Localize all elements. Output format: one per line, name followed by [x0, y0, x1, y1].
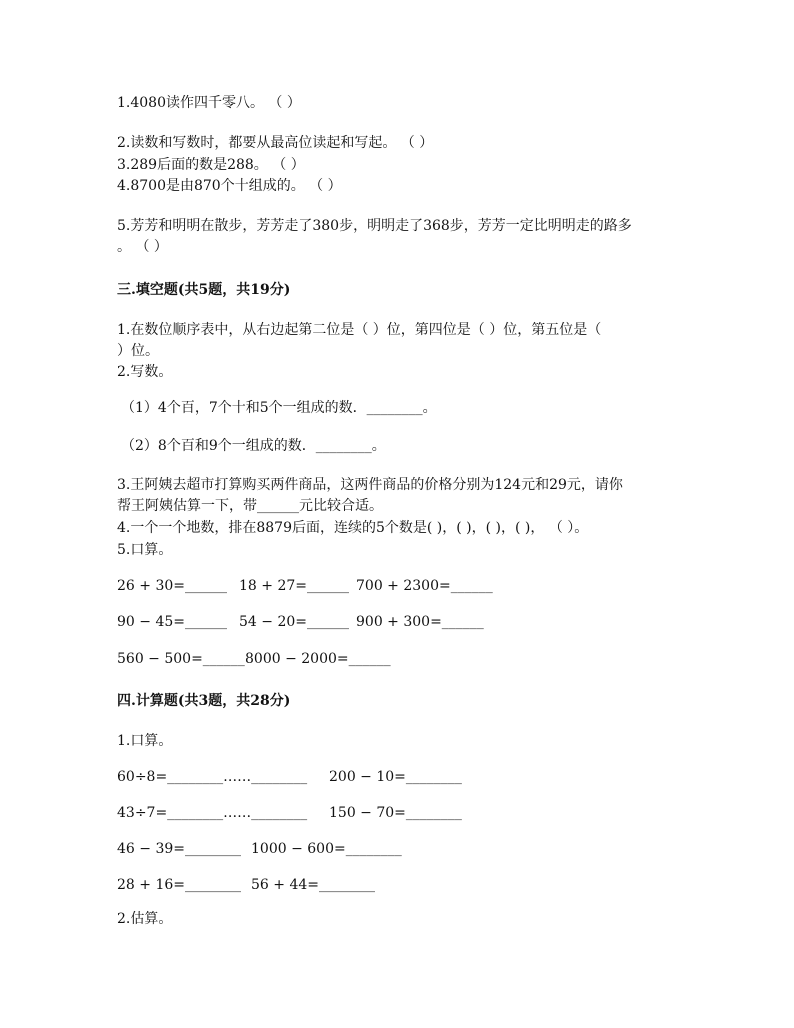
fill-question-5: 5.口算。 [117, 542, 173, 558]
oral-row [117, 613, 484, 631]
oral-item: 18 + 27=______ [239, 578, 349, 594]
calc-row [117, 768, 462, 786]
fill-question-3-line2: 帮王阿姨估算一下，带______元比较合适。 [117, 498, 383, 514]
fill-question-1-line2: ）位。 [117, 343, 159, 359]
oral-item: 900 + 300=______ [356, 614, 484, 630]
fill-question-4: 4.一个一个地数，排在8879后面，连续的5个数是( )，( )，( )，( )， （ ）。 [117, 520, 589, 536]
judge-question-5-line2: 。 （ ） [117, 239, 168, 255]
oral-item: 560 − 500=______ [117, 651, 245, 667]
section-3-title: 三.填空题(共5题，共19分) [117, 282, 291, 298]
calc-item: 150 − 70=________ [329, 805, 462, 821]
fill-question-2-part-1: （1）4个百，7个十和5个一组成的数．________。 [121, 400, 437, 416]
judge-question-5-line1: 5.芳芳和明明在散步，芳芳走了380步，明明走了368步，芳芳一定比明明走的路多 [117, 218, 632, 234]
calc-question-2: 2.估算。 [117, 911, 173, 927]
calc-item: 28 + 16=________ [117, 877, 241, 893]
oral-item: 700 + 2300=______ [356, 578, 493, 594]
fill-question-3-line1: 3.王阿姨去超市打算购买两件商品，这两件商品的价格分别为124元和29元，请你 [117, 477, 623, 493]
judge-question-1: 1.4080读作四千零八。 （ ） [117, 95, 301, 111]
fill-question-1-line1: 1.在数位顺序表中，从右边起第二位是（ ）位，第四位是（ ）位，第五位是（ [117, 322, 602, 338]
fill-question-2-part-2: （2）8个百和9个一组成的数．________。 [121, 438, 386, 454]
judge-question-3: 3.289后面的数是288。 （ ） [117, 157, 305, 173]
calc-item: 43÷7=________……________ [117, 805, 308, 821]
calc-row [117, 804, 462, 822]
oral-row [117, 577, 493, 595]
oral-item: 8000 − 2000=______ [245, 651, 391, 667]
calc-item: 60÷8=________……________ [117, 769, 308, 785]
section-4-title: 四.计算题(共3题，共28分) [117, 693, 291, 709]
judge-question-2: 2.读数和写数时，都要从最高位读起和写起。 （ ） [117, 135, 434, 151]
oral-item: 54 − 20=______ [239, 614, 349, 630]
calc-item: 200 − 10=________ [329, 769, 462, 785]
oral-row [117, 650, 391, 668]
oral-item: 90 − 45=______ [117, 614, 227, 630]
oral-item: 26 + 30=______ [117, 578, 227, 594]
calc-item: 1000 − 600=________ [251, 841, 402, 857]
judge-question-4: 4.8700是由870个十组成的。 （ ） [117, 178, 342, 194]
calc-row [117, 840, 402, 858]
calc-row [117, 876, 375, 894]
calc-question-1: 1.口算。 [117, 733, 173, 749]
calc-item: 56 + 44=________ [251, 877, 375, 893]
calc-item: 46 − 39=________ [117, 841, 241, 857]
fill-question-2: 2.写数。 [117, 364, 173, 380]
